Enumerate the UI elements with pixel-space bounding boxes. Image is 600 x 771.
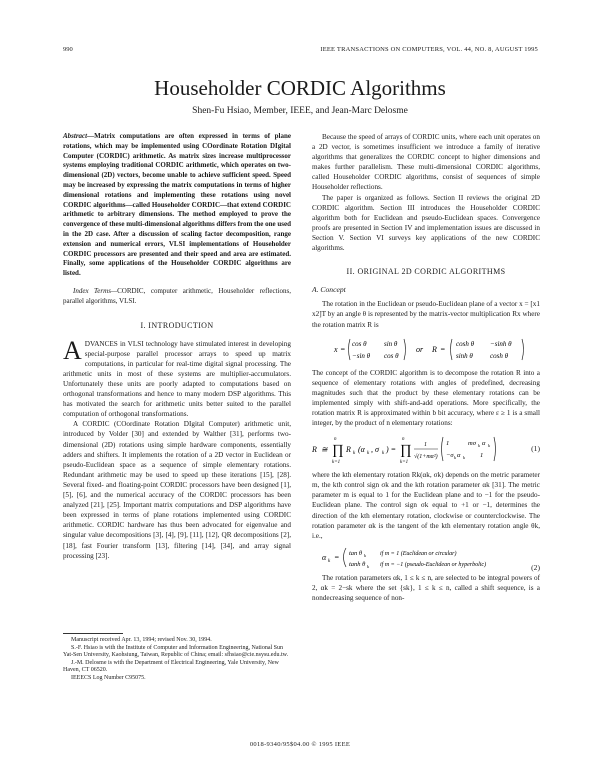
svg-text:cosh θ: cosh θ [456,339,475,348]
page-number: 990 [63,46,73,53]
abstract-label: Abstract— [63,132,95,140]
left-column [63,132,291,561]
svg-text:x: x [334,344,338,354]
svg-text:tan θ: tan θ [349,549,363,557]
index-terms-text: CORDIC, computer arithmetic, Householder reflections, parallel algorithms, VLSI. [63,286,291,305]
right-paragraph-1: Because the speed of arrays of CORDIC units, where each unit operates on a 2D vector, is sometimes insufficient we introduce a family of iterative algorithms that generalizes the CORDIC concept to higher dimensions and makes further parallelism. These multi-dimensional CORDIC algorithms, called Householder CORDIC algorithms, consist of sequences of simple Householder reflections. [312,133,540,192]
intro-paragraph-1-text: DVANCES in VLSI technology have stimulated interest in developing special-purpose parallel processor arrays to speed up matrix computations, in particular for real-time digital signal processing. The arithmetic units in most of these systems are multiplier-accumulators. Unfortunately these units are poorly adapted to computations based on orthogonal transformations and hence to many modern DSP algorithms. This has motivated the search for arithmetic units better suited to the parallel computation of orthogonal transformations. [63,339,291,419]
svg-text:=: = [334,552,340,562]
svg-text:=: = [340,344,346,354]
svg-text:k: k [478,443,480,449]
footnote-hsiao: S.-F. Hsiao is with the Institute of Computer and Information Engineering, National Sun Yat-Sen University, Kaohsiung, Taiwan, Republic of China; email: sfhsiao@cie.nsysu.edu.tw. [63,644,289,659]
svg-text:−σ: −σ [446,452,454,460]
svg-text:sinh θ: sinh θ [456,351,473,360]
abstract-text: Matrix computations are often expressed in terms of plane rotations, which may be implemented using COordinate Rotation DIgital Computer (CORDIC) arithmetic. As matrix sizes increase multiprocessor systems employing traditional CORDIC arithmetic, which operates on two-dimensional (2D) vectors, become unable to achieve sufficient speed. Speed may be increased by expressing the matrix computations in terms of higher dimensional rotations and implementing these rotations using novel CORDIC algorithms—called Householder CORDIC—that extend CORDIC arithmetic to arbitrary dimensions. The method employed to prove the convergence of these multi-dimensional algorithms differs from the one used in the 2D case. After a discussion of scaling factor decomposition, range extension and numerical errors, VLSI implementations of Householder CORDIC processors are presented and their speed and area are estimated. Finally, some applications of the Householder CORDIC algorithms are listed. [63,132,291,278]
svg-text:k: k [382,451,385,457]
concept-paragraph-4: The rotation parameters αk, 1 ≤ k ≤ n, are selected to be integral powers of 2, αk = 2−sk where the set {sk}, 1 ≤ k ≤ n, called a shift sequence, is a nondecreasing sequence of non- [312,573,540,602]
section-heading-2: II. ORIGINAL 2D CORDIC ALGORITHMS [346,267,506,277]
cordic-product-svg [312,432,540,466]
svg-text:k: k [328,558,331,564]
svg-text:∏: ∏ [400,443,412,459]
svg-text:, σ: , σ [371,445,379,455]
svg-text:k=1: k=1 [332,460,341,466]
svg-text:k: k [367,563,369,569]
svg-text:k: k [488,443,490,449]
section-heading-intro: I. INTRODUCTION [140,320,214,330]
right-column [312,132,540,603]
footnote-delosme: J.-M. Delosme is with the Department of Electrical Engineering, Yale University, New Haven, CT 06520. [63,659,279,674]
rotation-matrix-equation [312,334,540,364]
equation-number-1: (1) [531,444,540,454]
svg-text:(α: (α [358,445,365,455]
svg-text:1: 1 [446,440,450,448]
svg-text:∏: ∏ [332,443,344,459]
footnote-log: IEEECS Log Number C95075. [71,674,146,681]
svg-text:sin θ: sin θ [384,339,398,348]
svg-text:1: 1 [480,452,484,460]
svg-text:tanh θ: tanh θ [349,560,366,568]
svg-text:√(1+mα²): √(1+mα²) [414,454,438,461]
journal-citation: IEEE TRANSACTIONS ON COMPUTERS, VOL. 44, NO. 8, AUGUST 1995 [320,46,538,53]
footnote-rule [63,633,123,634]
svg-text:n: n [402,437,405,443]
svg-text:n: n [334,437,337,443]
running-header [63,46,538,56]
svg-text:k: k [364,552,366,558]
paper-authors: Shen-Fu Hsiao, Member, IEEE, and Jean-Marc Delosme [192,106,408,116]
svg-text:cos θ: cos θ [352,339,367,348]
svg-text:−sinh θ: −sinh θ [490,339,512,348]
index-terms-label: Index Terms— [73,286,118,295]
svg-text:=: = [440,344,446,354]
svg-text:R: R [432,344,437,354]
svg-text:or: or [416,344,424,354]
concept-paragraph-3: where the kth elementary rotation Rk(αk, σk) depends on the metric parameter m, the kth control sign σk and the kth rotation parameter αk [31]. The metric parameter m is equal to 1 for the Euclidean plane and to −1 for the pseudo-Euclidean plane. The control sign σk equal to +1 or −1, determines the direction of the kth elementary rotation, clockwise or counterclockwise. The rotation parameter αk is the tangent of the kth elementary rotation angle θk, i.e., [312,471,540,540]
drop-cap: A [63,335,82,365]
svg-text:k=1: k=1 [400,460,409,466]
footnote-received: Manuscript received Apr. 13, 1994; revised Nov. 30, 1994. [71,637,212,643]
rotation-parameter-svg [312,545,540,569]
svg-text:k: k [454,455,456,461]
copyright-line: 0018-9340/95$04.00 © 1995 IEEE [249,741,351,748]
svg-text:α: α [457,452,461,460]
svg-text:mσ: mσ [468,440,476,448]
equation-number-2: (2) [531,562,540,572]
paper-title: Householder CORDIC Algorithms [154,76,446,100]
svg-text:R: R [312,445,317,455]
subsection-heading-concept: A. Concept [312,285,346,295]
index-terms [63,287,291,307]
right-paragraph-2: The paper is organized as follows. Section II reviews the original 2D CORDIC algorithm. Section III introduces the Householder CORDIC algorithm both for Euclidean and pseudo-Euclidean spaces. Convergence proofs are presented in Section IV and implementation issues are discussed in Section V. Section VI surveys key applications of the new CORDIC algorithms. [312,193,540,253]
concept-paragraph-1: The rotation in the Euclidean or pseudo-Euclidean plane of a vector x = [x1 x2]T by an angle θ is represented by the matrix-vector multiplication Rx where the rotation matrix R is [312,300,540,329]
svg-text:cosh θ: cosh θ [490,351,509,360]
svg-text:1: 1 [424,442,427,449]
abstract [63,132,291,279]
svg-text:) =: ) = [386,445,397,455]
concept-paragraph-2: The concept of the CORDIC algorithm is to decompose the rotation R into a sequence of elementary rotations with angles of predefined, decreasing magnitudes such that the product by these elementary rotations can be implemented simply with shift-and-add operations. More specifically, the rotation matrix R is approximated within b bit accuracy, where ε ≥ 1 is a small integer, by the product of n elementary rotations: [312,368,540,428]
svg-text:cos θ: cos θ [384,351,399,360]
svg-text:≅: ≅ [321,445,328,455]
intro-paragraph-1 [63,335,291,420]
svg-text:α: α [482,440,486,448]
footnotes [63,633,291,683]
svg-text:α: α [322,552,327,562]
rotation-parameter-equation [312,545,540,572]
eq2-case-1: if m = 1 (Euclidean or circular) [380,550,457,557]
svg-text:−sin θ: −sin θ [352,351,371,360]
rotation-matrix-svg [312,334,540,364]
svg-text:k: k [463,455,465,461]
svg-text:k: k [353,451,356,457]
svg-text:k: k [367,451,370,457]
svg-text:R: R [346,445,351,455]
cordic-product-equation [312,432,540,466]
intro-paragraph-2: A CORDIC (COordinate Rotation DIgital Computer) arithmetic unit, introduced by Volder [30] and extended by Walther [31], performs two-dimensional (2D) rotations using simple hardware components, essentially adders and shifters. It implements the rotation of a 2D vector in Euclidean or pseudo-Euclidean space as a sequence of simple elementary rotations. Redundant arithmetic may be used to speed up these iterations [15], [28]. Several fixed- and floating-point CORDIC processors have been designed [1], [5], [6], and the numerical accuracy of the CORDIC processors has been analyzed [21], [25]. Important matrix computations and DSP algorithms have been expressed in terms of plane rotations implemented using CORDIC arithmetic. CORDIC hardware has thus been advocated for eigenvalue and singular value decompositions [3], [4], [9], [11], [12], QR decompositions [2], [18], fast Fourier transform [13], filtering [14], [34], and array signal processing [23]. [63,420,291,560]
eq2-case-2: if m = −1 (pseudo-Euclidean or hyperbolic) [380,561,487,568]
